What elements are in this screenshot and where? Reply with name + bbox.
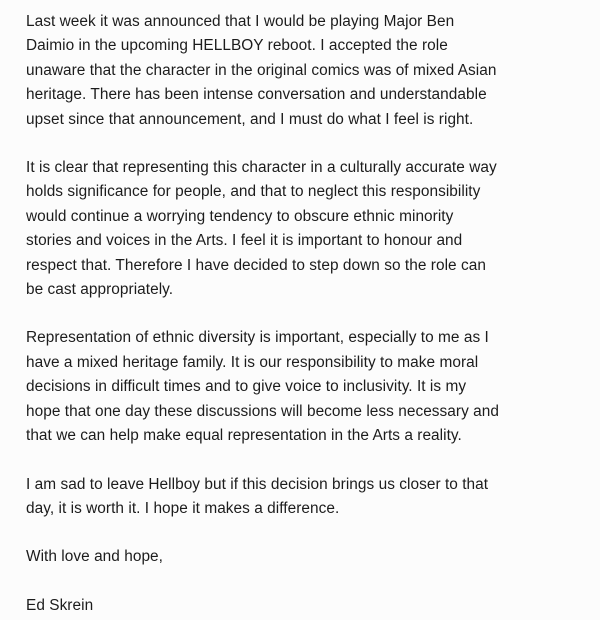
text-line: be cast appropriately. (26, 281, 174, 299)
text-line: that we can help make equal representation in the Arts a reality. (26, 427, 462, 445)
paragraph-announcement (26, 10, 570, 132)
text-line: hope that one day these discussions will become less necessary and (26, 402, 499, 420)
text-line: respect that. Therefore I have decided to step down so the role can (26, 256, 486, 274)
text-line: Representation of ethnic diversity is important, especially to me as I (26, 329, 489, 347)
text-line: It is clear that representing this character in a culturally accurate way (26, 159, 497, 177)
paragraph-decision (26, 156, 570, 302)
text-line: Daimio in the upcoming HELLBOY reboot. I accepted the role (26, 37, 448, 55)
text-line: decisions in difficult times and to give voice to inclusivity. It is my (26, 378, 467, 396)
closing-text: With love and hope, (26, 548, 163, 566)
closing-line (26, 545, 570, 569)
text-line: have a mixed heritage family. It is our responsibility to make moral (26, 353, 479, 371)
text-line: would continue a worrying tendency to obscure ethnic minority (26, 207, 454, 225)
text-line: day, it is worth it. I hope it makes a difference. (26, 499, 340, 517)
text-line: I am sad to leave Hellboy but if this decision brings us closer to that (26, 475, 489, 493)
signature-name: Ed Skrein (26, 596, 94, 614)
text-line: unaware that the character in the original comics was of mixed Asian (26, 61, 497, 79)
paragraph-representation (26, 326, 570, 448)
signature (26, 594, 570, 618)
text-line: stories and voices in the Arts. I feel it is important to honour and (26, 232, 463, 250)
text-line: upset since that announcement, and I must do what I feel is right. (26, 110, 474, 128)
text-line: Last week it was announced that I would be playing Major Ben (26, 13, 455, 30)
text-line: heritage. There has been intense conversation and understandable (26, 86, 487, 104)
text-line: holds significance for people, and that to neglect this responsibility (26, 183, 481, 201)
paragraph-farewell (26, 473, 570, 522)
